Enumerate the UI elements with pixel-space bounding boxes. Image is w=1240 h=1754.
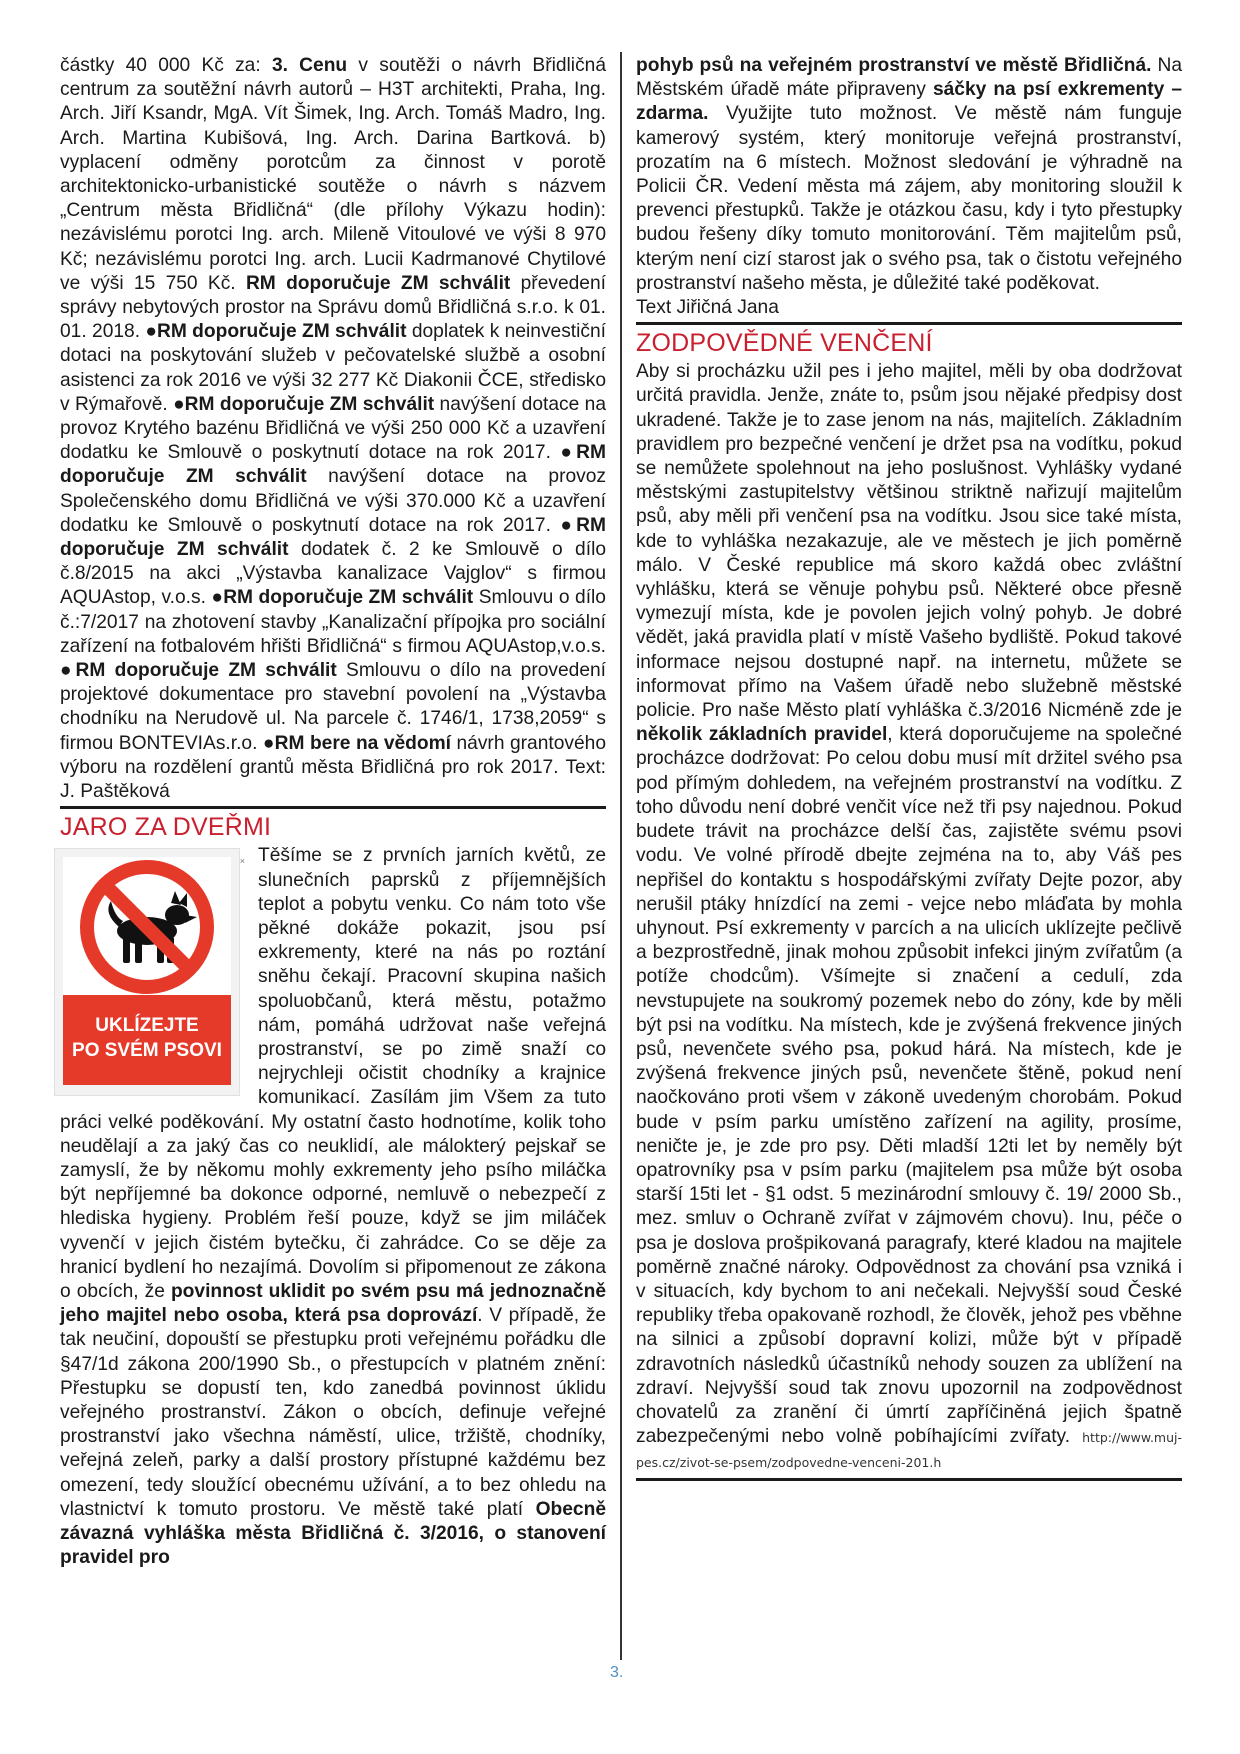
bold-text: ●RM doporučuje ZM schválit [60, 660, 337, 682]
text-run: , která doporučujeme na společné procházce dodržovat: Po celou dobu musí mít držitel svého psa pod přímým dohledem, na veřejném prostranství na vodítku. Z toho důvodu není dobré venčit více než tři psy najednou. Pokud budete trávit na procházce delší čas, zajistěte svému psovi vodu. Ve volné přírodě dbejte zejména na to, aby Váš pes nepřišel do kontaktu s hospodářskými zvířaty Dejte pozor, aby nerušil ptáky hnízdící na zemi - vejce nebo mláďata by mohla uhynout. Psí exkrementy v parcích a na ulicích uklízejte pečlivě a bezprostředně, jinak mohou způsobit infekci jiným zvířatům (a potíže chodcům). Všímejte si značení a cedulí, zda nevstupujete na soukromý pozemek nebo do zóny, kde by měli být psi na vodítku. Na místech, kde je zvýšená frekvence jiných psů, nevenčete svého psa, pokud hárá. Na místech, kde je zvýšená frekvence jiných psů, nevenčete štěně, pokud není naočkováno proti všem v zákoně uvedeným chorobám. Pokud bude v psím parku umístěno zařízení na agility, prosíme, neničte je, je zde pro psy. Děti mladší 12ti let by neměly být opatrovníky psa v psím parku (majitelem psa může být osoba starší 15ti let - §1 odst. 5 mezinárodní smlouvy č. 19/ 2000 Sb., mez. smluv o Ochraně zvířat v zájmovém chovu). Inu, péče o psa je doslova prošpikovaná paragrafy, které kladou na majitele poměrně značné nároky. Odpovědnost za chování psa vzniká i v situacích, kdy bychom to ani nečekali. Nejvyšší soud České republiky třeba opakovaně rozhodl, že člověk, jehož pes vběhne na silnici a způsobí dopravní kolizi, může být v případě zdravotních následků účastníků nehody souzen za ublížení na zdraví. Nejvyšší soud tak znovu upozornil na zodpovědnost chovatelů za zranění či úmrtí zapříčiněná jejich špatně zabezpečenými nebo volně pobíhajícími zvířaty. [636, 724, 1183, 1448]
bold-text: ●RM doporučuje ZM schválit [173, 393, 435, 415]
page-number: 3. [610, 1664, 624, 1681]
heading-jaro-za-dvermi: JARO ZA DVEŘMI [60, 813, 272, 842]
bold-text: ●RM bere na vědomí [262, 732, 452, 754]
text-run: doplatek k neinvestiční dotaci na poskytování služeb v pečovatelské službě a osobní asistenci za rok 2016 ve výši 32 277 Kč Diakonii ČCE, středisko v Rýmařově. [60, 321, 606, 415]
dog-sign-image [54, 848, 245, 1096]
text-run: dodatek č. 2 ke Smlouvě o dílo č.8/2015 na akci „Výstavba kanalizace Vajglov“ s firmou AQUAstop, v.o.s. [60, 539, 606, 609]
council-resolutions-paragraph [60, 54, 606, 804]
section-rule [636, 322, 1182, 325]
text-run: navýšení dotace na provoz Společenského domu Břidličná ve výši 370.000 Kč a uzavření dodatku ke Smlouvě o poskytnutí dotace na rok 2017. [60, 466, 606, 536]
left-column [60, 54, 606, 1570]
sign-line-2: PO SVÉM PSOVI [72, 1040, 222, 1062]
right-column [636, 54, 1182, 1484]
text-run: částky 40 000 Kč za: [60, 55, 272, 76]
sign-text-panel [63, 995, 231, 1085]
section-rule [636, 1478, 1182, 1481]
bold-text: RM doporučuje ZM schválit [245, 272, 511, 294]
bold-text: Obecně závazná vyhláška města Břidličná č. 3/2016, o stanovení pravidel pro [60, 1498, 606, 1569]
bold-text: ●RM doporučuje ZM schválit [211, 587, 474, 609]
bold-text: ●RM doporučuje ZM schválit [60, 514, 606, 561]
text-run: Na Městském úřadě máte připraveny [636, 55, 1182, 101]
bold-text: povinnost uklidit po svém psu má jednoznačně jeho majitel nebo osoba, která psa doprovází [60, 1280, 606, 1327]
bold-text: 3. Cenu [271, 55, 348, 76]
bold-text: sáčky na psí exkrementy – zdarma. [636, 79, 1182, 125]
text-run: Smlouvu o dílo č.:7/2017 na zhotovení stavby „Kanalizační přípojka pro sociální zařízení na fotbalovém hřišti Břidličná“ s firmou AQUAstop,v.o.s. [60, 587, 606, 657]
sign-line-1: UKLÍZEJTE [95, 1015, 199, 1037]
text-run: . V případě, že tak neučiní, dopouští se přestupku proti veřejnému pořádku dle §47/1d zákona 200/1990 Sb., o přestupcích v platném znění: Přestupku se dopustí ten, kdo zanedbá povinnost úklidu veřejného prostranství. Zákon o obcích, definuje veřejné prostranství jako všechna náměstí, ulice, tržiště, chodníky, veřejná zeleň, parky a další prostory přístupné každému bez omezení, tedy sloužící obecnému užívání, a to bez ohledu na vlastnictví k tomuto prostoru. Ve městě také platí [60, 1305, 606, 1520]
source-link[interactable]: http://www.muj-pes.cz/zivot-se-psem/zodpovedne-venceni-201.h [636, 1430, 1182, 1471]
heading-zodpovedne-venceni: ZODPOVĚDNÉ VENČENÍ [636, 329, 933, 358]
article-author: Text Jiřičná Jana [636, 297, 779, 319]
dog-waste-bags-paragraph [636, 54, 1182, 296]
close-mark-icon: × [239, 856, 245, 867]
text-run: převedení správy nebytových prostor na Správu domů Břidličná s.r.o. k 01. 01. 2018. [60, 272, 606, 343]
text-run: navýšení dotace na provoz Krytého bazénu Břidličná ve výši 250 000 Kč a uzavření dodatku ke Smlouvě o poskytnutí dotace na rok 2017. [60, 393, 606, 464]
section-rule [60, 806, 606, 809]
no-dog-sign-icon [63, 857, 231, 995]
bold-text: několik základních pravidel [636, 724, 888, 746]
bold-text: pohyb psů na veřejném prostranství ve městě Břidličná. [636, 55, 1152, 76]
article-text [636, 361, 1182, 1447]
column-divider [620, 52, 622, 1660]
text-run: Těšíme se z prvních jarních květů, ze slunečních paprsků z příjemnějších teplot a pobytu venku. Co nám toto vše pěkné dokáže pokazit, jsou psí exkrementy, které na nás po roztání sněhu čekají. Pracovní skupina našich spoluobčanů, která městu, potažmo nám, pomáhá udržovat naše veřejná prostranství, se po zimě snaží co nejrychleji očistit chodníky a krajnice komunikací. Zasílám jim Všem za tuto práci velké poděkování. My ostatní často hodnotíme, kolik toho neudělají a za jaký čas co neuklidí, ale málokterý pejskař se zamyslí, že by někomu mohly exkrementy jeho psího miláčka být nepříjemné ba dokonce odporné, nemluvě o nebezpečí z hlediska hygieny. Problém řeší pouze, když se jim miláček vyvenčí v jejich čistém bytečku, či zahrádce. Co se děje za hranicí bydlení ho nezajímá. Dovolím si připomenout ze zákona o obcích, že [60, 845, 606, 1302]
zodpovedne-article-body [636, 360, 1182, 1475]
text-run: Aby si procházku užil pes i jeho majitel, měli by oba dodržovat určitá pravidla. Jenže, znáte to, psům jsou nějaké předpisy dost ukradené. Takže je to zase jenom na nás, majitelích. Základním pravidlem pro bezpečné venčení je držet psa na vodítku, pokud se nemůžete spolehnout na jeho poslušnost. Vyhlášky vydané městskými zastupitelstvy většinou striktně nařizují majitelům psů, aby měli při venčení psa na vodítku. Jsou sice také místa, kde to vyhláška nezakazuje, ale ve městech je jich poměrně málo. V České republice má skoro každá obec zvláštní vyhlášku, která se věnuje pohybu psů. Některé obce přesně vymezují místa, kde je povolen jejich volný pohyb. Je dobré vědět, jaká pravidla platí v místě Vašeho bydliště. Pokud takové informace nejsou dostupné např. na internetu, můžete se informovat přímo na Vašem úřadě nebo služebně městské policie. Pro naše Město platí vyhláška č.3/2016 Nicméně zde je [636, 361, 1182, 722]
text-run: Využijte tuto možnost. Ve městě nám funguje kamerový systém, který monitoruje veřejná prostranství, prozatím na 6 místech. Možnost sledování je výhradně na Policii ČR. Vedení města má zájem, aby monitoring sloužil k prevenci přestupků. Takže je otázkou času, kdy i tyto přestupky budou řešeny díky tomuto monitorování. Těm majitelům psů, kterým není cizí starost jak o svého psa, tak o čistotu veřejného prostranství našeho města, je důležité také poděkovat. [636, 103, 1182, 294]
bold-text: ●RM doporučuje ZM schválit [60, 442, 606, 488]
text-run: návrh grantového výboru na rozdělení grantů města Břidličná pro rok 2017. Text: J. Paštěková [60, 732, 606, 803]
text-run: Smlouvu o dílo na provedení projektové dokumentace pro stavební povolení na „Výstavba chodníku na Nerudově ul. Na parcele č. 1746/1, 1738,2059“ s firmou BONTEVIAs.r.o. [60, 660, 606, 754]
bold-text: ●RM doporučuje ZM schválit [145, 321, 407, 343]
text-run: v soutěži o návrh Břidličná centrum za soutěžní návrh autorů – H3T architekti, Praha, Ing. Arch. Jiří Ksandr, MgA. Vít Šimek, Ing. Arch. Tomáš Madro, Ing. Arch. Martina Kubišová, Ing. Arch. Darina Bartková. b) vyplacení odměny porotcům za činnost v porotě architektonicko-urbanistické soutěže o návrh s názvem „Centrum města Břidličná“ (dle přílohy Výkazu hodin): nezávislému porotci Ing. arch. Mileně Vitoulové ve výši 8 970 Kč; nezávislému porotci Ing. arch. Lucii Kadrmanové Chytilové ve výši 15 750 Kč. [60, 55, 607, 294]
